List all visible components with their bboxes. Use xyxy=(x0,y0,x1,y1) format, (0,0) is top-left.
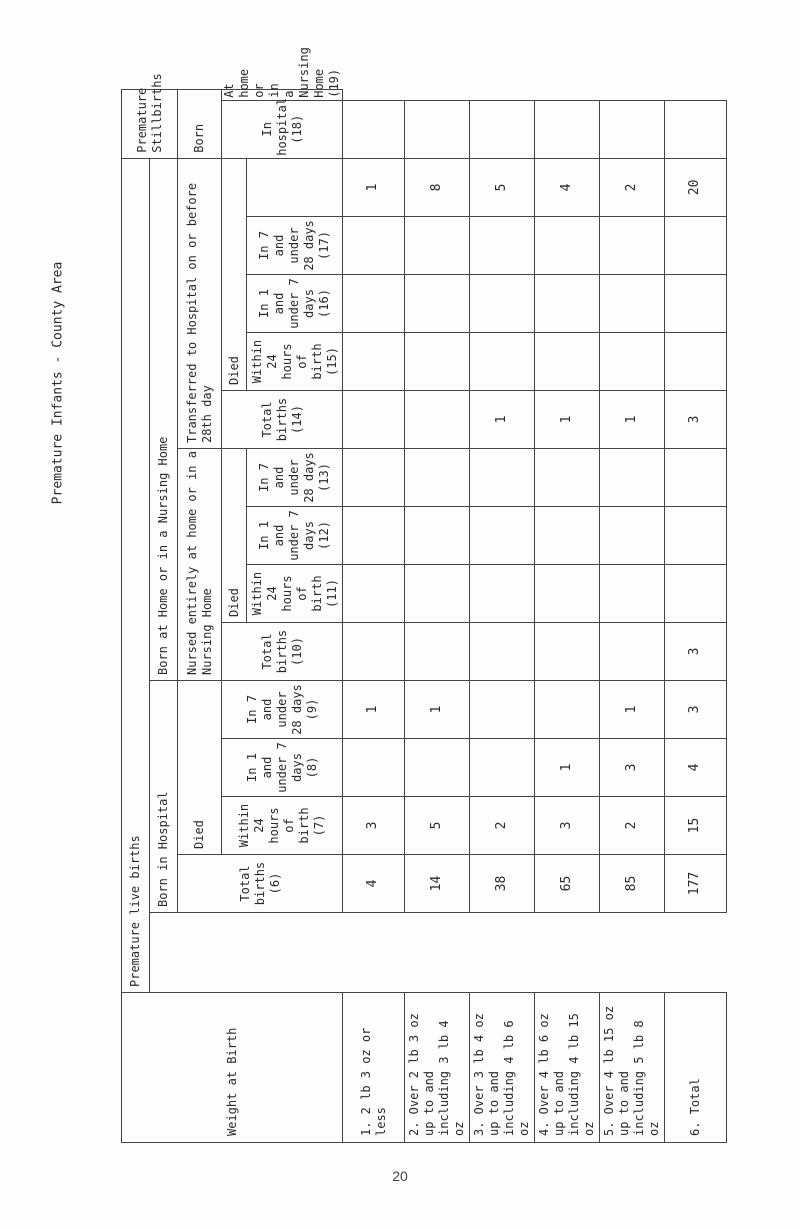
cell-c11 xyxy=(600,565,665,623)
row-pad xyxy=(405,913,470,993)
cell-c11 xyxy=(665,565,727,623)
died-transferred: Died xyxy=(222,158,247,390)
pad-b xyxy=(150,913,178,993)
cell-c8 xyxy=(470,739,535,797)
col-header-c13: In 7 and under 28 days (13) xyxy=(247,449,343,507)
col-header-c15: Within 24 hours of birth (15) xyxy=(247,333,343,391)
col-header-c17: In 7 and under 28 days (17) xyxy=(247,217,343,275)
cell-c7: 2 xyxy=(470,797,535,855)
cell-c9: 3 xyxy=(665,681,727,739)
cell-c12 xyxy=(600,507,665,565)
cell-c18: 1 xyxy=(343,158,405,216)
cell-c15 xyxy=(343,333,405,391)
cell-c14: 1 xyxy=(600,391,665,449)
cell-c8: 1 xyxy=(535,739,600,797)
cell-c12 xyxy=(343,507,405,565)
table-row xyxy=(535,90,600,1143)
pad-d xyxy=(222,913,247,993)
row-label: 1. 2 lb 3 oz or less xyxy=(343,993,405,1143)
cell-c16 xyxy=(343,275,405,333)
col-header-c16: In 1 and under 7 days (16) xyxy=(247,275,343,333)
table-row xyxy=(665,90,727,1143)
cell-c10 xyxy=(343,623,405,681)
born-header: Born xyxy=(178,90,222,159)
cell-c9: 1 xyxy=(600,681,665,739)
cell-c15 xyxy=(470,333,535,391)
cell-c14: 1 xyxy=(535,391,600,449)
col-header-c18: In hospital (18) xyxy=(222,100,343,158)
table-row xyxy=(343,90,405,1143)
cell-c14: 3 xyxy=(665,391,727,449)
cell-c16 xyxy=(535,275,600,333)
nursed-at-home-header: Nursed entirely at home or in a Nursing Home xyxy=(178,449,222,681)
cell-c13 xyxy=(405,449,470,507)
row-pad xyxy=(470,913,535,993)
cell-c17 xyxy=(535,217,600,275)
cell-c19 xyxy=(470,100,535,158)
cell-c15 xyxy=(535,333,600,391)
cell-c11 xyxy=(343,565,405,623)
row-pad xyxy=(343,913,405,993)
page-number: 20 xyxy=(392,1168,408,1184)
cell-c18: 2 xyxy=(600,158,665,216)
col-header-c14: Total births (14) xyxy=(222,391,343,449)
cell-c14 xyxy=(405,391,470,449)
cell-c17 xyxy=(665,217,727,275)
cell-c13 xyxy=(343,449,405,507)
row-label: 5. Over 4 lb 15 oz up to and including 5 lb 8 oz xyxy=(600,993,665,1143)
born-in-hospital-header: Born in Hospital xyxy=(150,681,178,913)
cell-c6: 14 xyxy=(405,855,470,913)
cell-c15 xyxy=(600,333,665,391)
cell-c13 xyxy=(470,449,535,507)
table-rotated-wrapper xyxy=(121,47,703,1143)
row-pad xyxy=(600,913,665,993)
cell-c8: 3 xyxy=(600,739,665,797)
cell-c17 xyxy=(343,217,405,275)
cell-c6: 4 xyxy=(343,855,405,913)
pad-e xyxy=(247,913,343,993)
cell-c14 xyxy=(343,391,405,449)
col-header-c8: In 1 and under 7 days (8) xyxy=(222,739,343,797)
born-at-home-header: Born at Home or in a Nursing Home xyxy=(150,158,178,680)
row-label: 4. Over 4 lb 6 oz up to and including 4 lb 15 oz xyxy=(535,993,600,1143)
cell-c19 xyxy=(600,100,665,158)
cell-c18: 4 xyxy=(535,158,600,216)
cell-c7: 3 xyxy=(535,797,600,855)
cell-c16 xyxy=(405,275,470,333)
col-header-c10: Total births (10) xyxy=(222,623,343,681)
cell-c8 xyxy=(343,739,405,797)
premature-infants-table xyxy=(121,47,727,1143)
live-births-header: Premature live births xyxy=(122,158,150,992)
cell-c10 xyxy=(405,623,470,681)
row-pad xyxy=(665,913,727,993)
cell-c13 xyxy=(535,449,600,507)
cell-c14: 1 xyxy=(470,391,535,449)
cell-c8 xyxy=(405,739,470,797)
cell-c19 xyxy=(343,100,405,158)
cell-c10 xyxy=(535,623,600,681)
cell-c12 xyxy=(470,507,535,565)
cell-c7: 5 xyxy=(405,797,470,855)
cell-c9: 1 xyxy=(343,681,405,739)
cell-c9 xyxy=(470,681,535,739)
cell-c17 xyxy=(405,217,470,275)
cell-c7: 15 xyxy=(665,797,727,855)
cell-c12 xyxy=(665,507,727,565)
cell-c11 xyxy=(470,565,535,623)
table-row xyxy=(405,90,470,1143)
cell-c16 xyxy=(665,275,727,333)
cell-c13 xyxy=(600,449,665,507)
cell-c10 xyxy=(470,623,535,681)
cell-c16 xyxy=(470,275,535,333)
cell-c7: 2 xyxy=(600,797,665,855)
cell-c16 xyxy=(600,275,665,333)
died-hospital: Died xyxy=(178,681,222,855)
row-label: 6. Total xyxy=(665,993,727,1143)
cell-c7: 3 xyxy=(343,797,405,855)
cell-c9 xyxy=(535,681,600,739)
col-header-c6: Total births (6) xyxy=(178,855,343,913)
cell-c11 xyxy=(405,565,470,623)
cell-c8: 4 xyxy=(665,739,727,797)
cell-c18: 8 xyxy=(405,158,470,216)
cell-c19 xyxy=(665,100,727,158)
cell-c12 xyxy=(535,507,600,565)
cell-c12 xyxy=(405,507,470,565)
pad-c xyxy=(178,913,222,993)
weight-header: Weight at Birth xyxy=(122,993,343,1143)
cell-c15 xyxy=(405,333,470,391)
row-label: 3. Over 3 lb 4 oz up to and including 4 lb 6 oz xyxy=(470,993,535,1143)
stillbirths-header: Premature Stillbirths xyxy=(122,90,178,159)
row-label: 2. Over 2 lb 3 oz up to and including 3 lb 4 oz xyxy=(405,993,470,1143)
cell-c6: 85 xyxy=(600,855,665,913)
cell-c13 xyxy=(665,449,727,507)
cell-c6: 65 xyxy=(535,855,600,913)
pad-e2 xyxy=(247,158,343,216)
cell-c19 xyxy=(405,100,470,158)
cell-c19 xyxy=(535,100,600,158)
col-header-c12: In 1 and under 7 days (12) xyxy=(247,507,343,565)
cell-c15 xyxy=(665,333,727,391)
cell-c9: 1 xyxy=(405,681,470,739)
col-header-c11: Within 24 hours of birth (11) xyxy=(247,565,343,623)
cell-c10 xyxy=(600,623,665,681)
col-header-c7: Within 24 hours of birth (7) xyxy=(222,797,343,855)
cell-c6: 177 xyxy=(665,855,727,913)
col-header-c9: In 7 and under 28 days (9) xyxy=(222,681,343,739)
cell-c18: 5 xyxy=(470,158,535,216)
cell-c6: 38 xyxy=(470,855,535,913)
table-row xyxy=(470,90,535,1143)
died-nursed: Died xyxy=(222,449,247,623)
transferred-header: Transferred to Hospital on or before 28th day xyxy=(178,158,222,448)
table-row xyxy=(600,90,665,1143)
cell-c17 xyxy=(470,217,535,275)
col-header-c19: At home or in a Nursing Home (19) xyxy=(222,90,343,101)
cell-c10: 3 xyxy=(665,623,727,681)
cell-c18: 20 xyxy=(665,158,727,216)
cell-c17 xyxy=(600,217,665,275)
row-pad xyxy=(535,913,600,993)
cell-c11 xyxy=(535,565,600,623)
